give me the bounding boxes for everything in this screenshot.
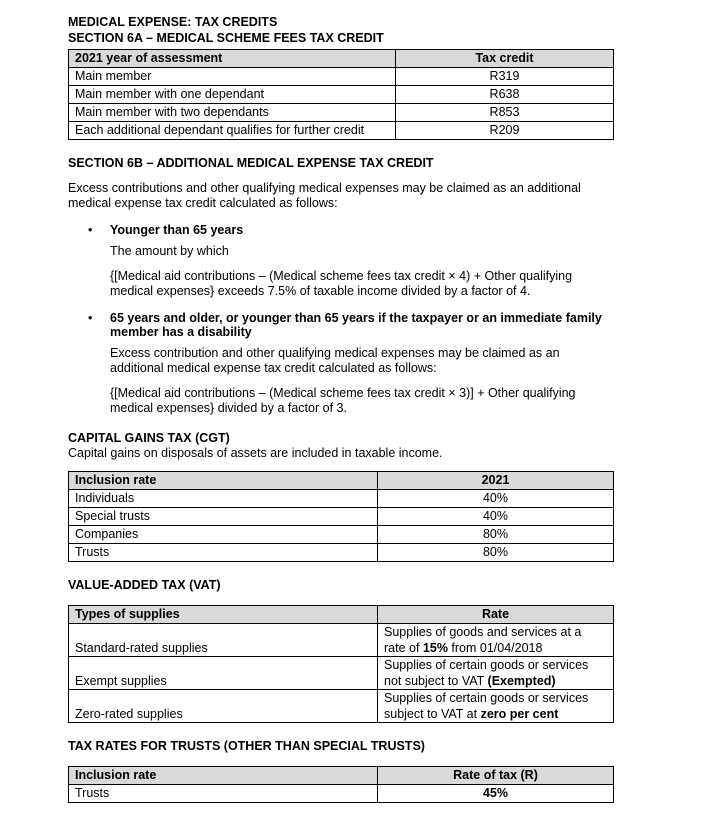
table-cell: Exempt supplies bbox=[69, 657, 378, 690]
table-cell: R853 bbox=[396, 104, 614, 122]
bullet-title: 65 years and older, or younger than 65 years if the taxpayer or an immediate family member has a disability bbox=[110, 311, 602, 339]
table-header: Rate of tax (R) bbox=[378, 767, 614, 785]
table-header-row bbox=[69, 606, 614, 624]
trusts-table bbox=[68, 766, 614, 803]
bullet-formula: {[Medical aid contributions – (Medical scheme fees tax credit × 4) + Other qualifying medical expenses} exceeds 7.5% of taxable income divided by a factor of 4. bbox=[110, 269, 573, 298]
table-header: Types of supplies bbox=[69, 606, 378, 624]
table-header: Tax credit bbox=[396, 50, 614, 68]
table-row bbox=[69, 526, 614, 544]
table-header-row bbox=[69, 50, 614, 68]
table-cell: R638 bbox=[396, 86, 614, 104]
table-cell: Main member with one dependant bbox=[69, 86, 396, 104]
table-row bbox=[69, 624, 614, 657]
table-cell: Trusts bbox=[69, 544, 378, 562]
rate-line: Supplies of certain goods or services bbox=[384, 691, 589, 705]
section-6a-title: SECTION 6A – MEDICAL SCHEME FEES TAX CREDIT bbox=[68, 31, 384, 45]
table-row bbox=[69, 104, 614, 122]
medical-title: MEDICAL EXPENSE: TAX CREDITS bbox=[68, 15, 278, 29]
table-header-row bbox=[69, 472, 614, 490]
table-cell: Standard-rated supplies bbox=[69, 624, 378, 657]
bullet-icon: • bbox=[88, 311, 93, 325]
cgt-table bbox=[68, 471, 614, 562]
table-header: Inclusion rate bbox=[69, 472, 378, 490]
table-row bbox=[69, 122, 614, 140]
table-header: Inclusion rate bbox=[69, 767, 378, 785]
table-cell: 40% bbox=[378, 490, 614, 508]
table-cell: Special trusts bbox=[69, 508, 378, 526]
table-row bbox=[69, 544, 614, 562]
section-6b-intro: Excess contributions and other qualifying medical expenses may be claimed as an additional medical expense tax credit calculated as follows: bbox=[68, 181, 581, 210]
table-row bbox=[69, 68, 614, 86]
table-cell: Each additional dependant qualifies for further credit bbox=[69, 122, 396, 140]
medical-credit-table bbox=[68, 49, 614, 140]
table-cell: Main member with two dependants bbox=[69, 104, 396, 122]
rate-line: Supplies of certain goods or services bbox=[384, 658, 589, 672]
table-header: 2021 year of assessment bbox=[69, 50, 396, 68]
bullet-item bbox=[68, 311, 614, 416]
bullet-icon: • bbox=[88, 223, 93, 237]
vat-title: VALUE-ADDED TAX (VAT) bbox=[68, 578, 221, 592]
bullet-item bbox=[68, 223, 614, 299]
table-cell: Individuals bbox=[69, 490, 378, 508]
table-row bbox=[69, 657, 614, 690]
bullet-title: Younger than 65 years bbox=[110, 223, 244, 237]
trusts-title: TAX RATES FOR TRUSTS (OTHER THAN SPECIAL TRUSTS) bbox=[68, 739, 425, 753]
table-cell: 40% bbox=[378, 508, 614, 526]
bullet-text: The amount by which bbox=[110, 244, 229, 258]
document-page bbox=[68, 14, 614, 803]
table-cell: Supplies of certain goods or services not subject to VAT (Exempted) bbox=[378, 657, 614, 690]
table-cell: R319 bbox=[396, 68, 614, 86]
rate-line: Supplies of goods and services at a bbox=[384, 625, 582, 639]
section-6b-title: SECTION 6B – ADDITIONAL MEDICAL EXPENSE TAX CREDIT bbox=[68, 156, 434, 170]
table-cell: Supplies of certain goods or services subject to VAT at zero per cent bbox=[378, 690, 614, 723]
table-row bbox=[69, 690, 614, 723]
table-cell: 80% bbox=[378, 526, 614, 544]
table-row bbox=[69, 86, 614, 104]
cgt-intro: Capital gains on disposals of assets are included in taxable income. bbox=[68, 446, 443, 460]
table-cell: Supplies of goods and services at a rate of 15% from 01/04/2018 bbox=[378, 624, 614, 657]
table-header-row bbox=[69, 767, 614, 785]
vat-table bbox=[68, 605, 614, 723]
table-header: Rate bbox=[378, 606, 614, 624]
table-header: 2021 bbox=[378, 472, 614, 490]
table-row bbox=[69, 490, 614, 508]
table-cell: Zero-rated supplies bbox=[69, 690, 378, 723]
table-row bbox=[69, 785, 614, 803]
bullet-formula: {[Medical aid contributions – (Medical scheme fees tax credit × 3)] + Other qualifying medical expenses} divided by a factor of 3. bbox=[110, 386, 576, 415]
table-cell: Trusts bbox=[69, 785, 378, 803]
table-row bbox=[69, 508, 614, 526]
bullet-text: Excess contribution and other qualifying medical expenses may be claimed as an additional medical expense tax credit calculated as follows: bbox=[110, 346, 560, 375]
table-cell: Companies bbox=[69, 526, 378, 544]
table-cell: 80% bbox=[378, 544, 614, 562]
table-cell: R209 bbox=[396, 122, 614, 140]
table-cell: Main member bbox=[69, 68, 396, 86]
table-cell: 45% bbox=[378, 785, 614, 803]
cgt-title: CAPITAL GAINS TAX (CGT) bbox=[68, 431, 230, 445]
